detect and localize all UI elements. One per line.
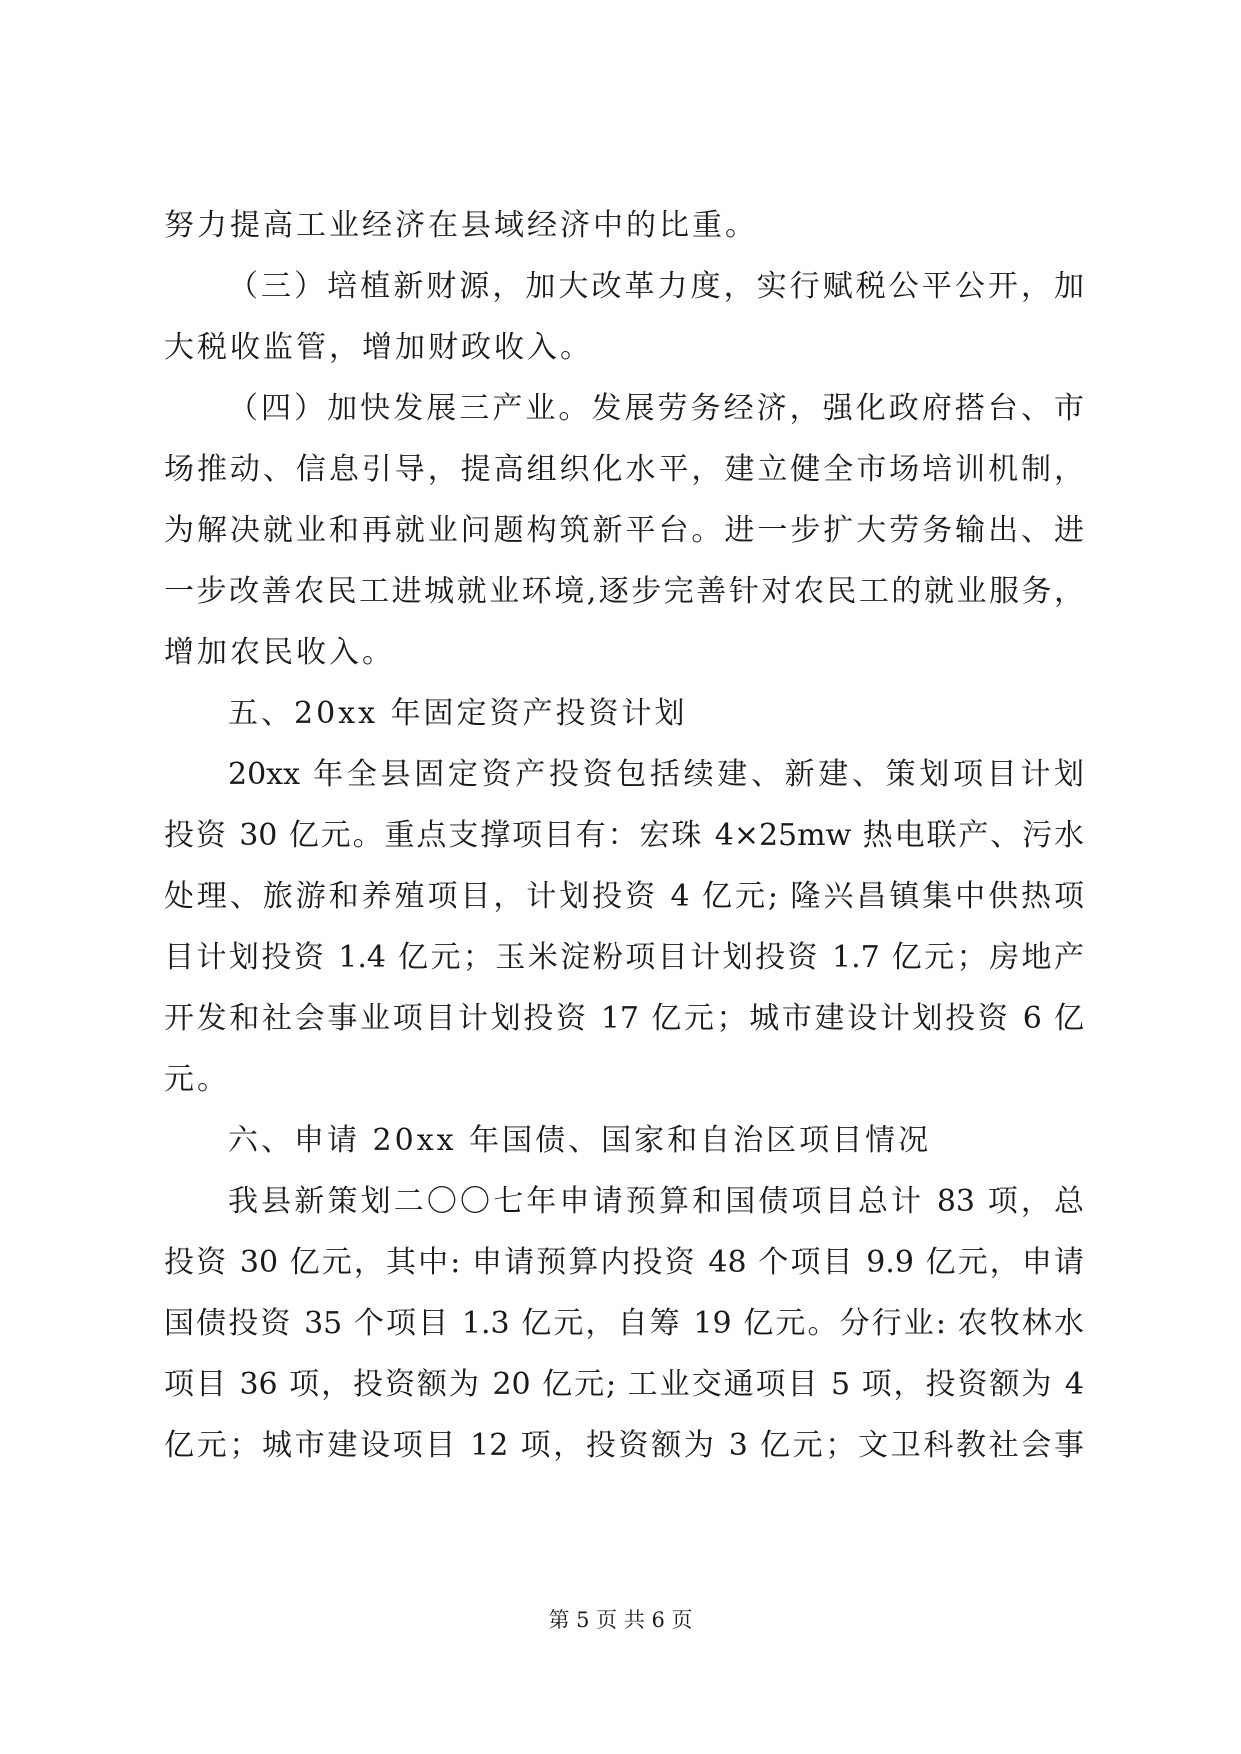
text-line-content: 处理、旅游和养殖项目，计划投资 4 亿元; 隆兴昌镇集中供热项 — [164, 879, 1084, 914]
text-line — [164, 988, 1084, 1049]
text-line — [164, 195, 1084, 256]
text-line-content: 投资 30 亿元。重点支撑项目有：宏珠 4×25mw 热电联产、污水 — [164, 818, 1084, 853]
text-line — [164, 805, 1084, 866]
text-line — [164, 1232, 1084, 1293]
text-line — [164, 866, 1084, 927]
text-line — [164, 683, 1084, 744]
body-text — [164, 195, 1084, 1476]
text-line — [164, 1049, 1084, 1110]
text-line — [164, 927, 1084, 988]
text-line — [164, 317, 1084, 378]
text-line-content: 国债投资 35 个项目 1.3 亿元，自筹 19 亿元。分行业: 农牧林水 — [164, 1306, 1084, 1341]
text-line-content: 开发和社会事业项目计划投资 17 亿元；城市建设计划投资 6 亿 — [164, 1001, 1084, 1036]
text-line — [164, 1354, 1084, 1415]
text-line-content: 五、20xx 年固定资产投资计划 — [228, 696, 688, 731]
text-line — [164, 500, 1084, 561]
text-line-content: 场推动、信息引导，提高组织化水平，建立健全市场培训机制， — [164, 452, 1084, 487]
text-line-content: 项目 36 项，投资额为 20 亿元; 工业交通项目 5 项，投资额为 4 — [164, 1367, 1084, 1402]
text-line — [164, 378, 1084, 439]
text-line-content: （三）培植新财源，加大改革力度，实行赋税公平公开，加 — [228, 269, 1084, 304]
page-footer: 第 5 页 共 6 页 — [548, 1608, 693, 1632]
text-line — [164, 439, 1084, 500]
text-line-content: 努力提高工业经济在县域经济中的比重。 — [164, 208, 758, 243]
text-line-content: 投资 30 亿元，其中: 申请预算内投资 48 个项目 9.9 亿元，申请 — [164, 1245, 1084, 1280]
text-line-content: （四）加快发展三产业。发展劳务经济，强化政府搭台、市 — [228, 391, 1084, 426]
text-line-content: 亿元；城市建设项目 12 项，投资额为 3 亿元；文卫科教社会事 — [164, 1428, 1084, 1463]
text-line-content: 六、申请 20xx 年国债、国家和自治区项目情况 — [228, 1123, 932, 1158]
text-line-content: 元。 — [164, 1062, 230, 1097]
text-line — [164, 1171, 1084, 1232]
text-line — [164, 622, 1084, 683]
text-line-content: 我县新策划二〇〇七年申请预算和国债项目总计 83 项，总 — [228, 1184, 1084, 1219]
text-line-content: 20xx 年全县固定资产投资包括续建、新建、策划项目计划 — [228, 757, 1084, 792]
text-line-content: 为解决就业和再就业问题构筑新平台。进一步扩大劳务输出、进 — [164, 513, 1084, 548]
text-line — [164, 1110, 1084, 1171]
text-line-content: 大税收监管，增加财政收入。 — [164, 330, 593, 365]
text-line-content: 增加农民收入。 — [164, 635, 395, 670]
text-line — [164, 256, 1084, 317]
text-line — [164, 561, 1084, 622]
text-line-content: 一步改善农民工进城就业环境,逐步完善针对农民工的就业服务， — [164, 574, 1084, 609]
text-line — [164, 1293, 1084, 1354]
text-line-content: 目计划投资 1.4 亿元；玉米淀粉项目计划投资 1.7 亿元；房地产 — [164, 940, 1084, 975]
text-line — [164, 1415, 1084, 1476]
text-line — [164, 744, 1084, 805]
